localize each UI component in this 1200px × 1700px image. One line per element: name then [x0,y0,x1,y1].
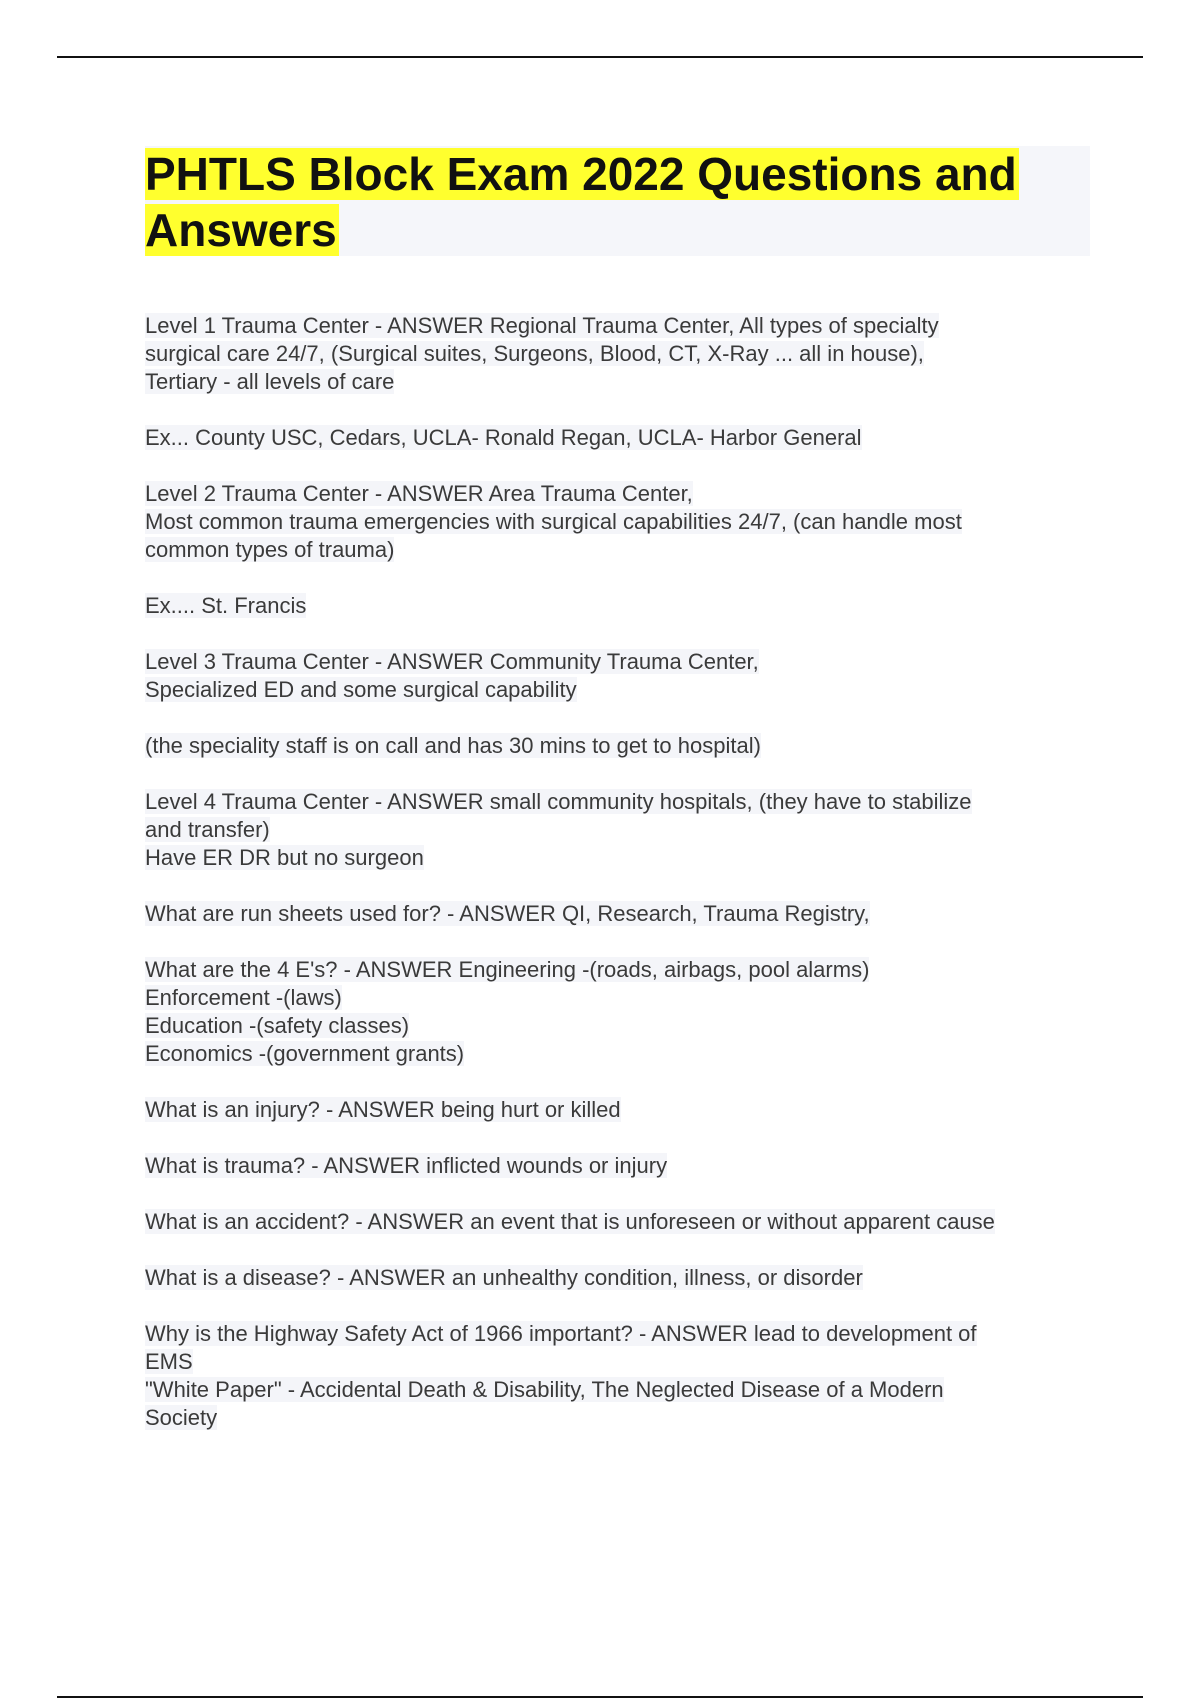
entry-line-text: Level 2 Trauma Center - ANSWER Area Trauma Center, [145,481,693,506]
entry-line-text: surgical care 24/7, (Surgical suites, Surgeons, Blood, CT, X-Ray ... all in house), [145,341,924,366]
entry-line [145,844,1105,872]
entry-line [145,648,1105,676]
entry-line-text: "White Paper" - Accidental Death & Disability, The Neglected Disease of a Modern [145,1377,944,1402]
entry-line-text: common types of trauma) [145,537,395,562]
entry-line [145,1320,1105,1348]
entry-line [145,956,1105,984]
entry-line [145,1040,1105,1068]
entry-line [145,732,1105,760]
entry-line-text: What are the 4 E's? - ANSWER Engineering -(roads, airbags, pool alarms) [145,957,870,982]
entry-line [145,816,1105,844]
entry-line-text: What is a disease? - ANSWER an unhealthy condition, illness, or disorder [145,1265,863,1290]
entry-line-text: Education -(safety classes) [145,1013,410,1038]
entry-line [145,1152,1105,1180]
title-block [145,146,1090,256]
entry-line [145,592,1105,620]
entry-line-text: Why is the Highway Safety Act of 1966 important? - ANSWER lead to development of [145,1321,977,1346]
top-rule [57,56,1143,58]
entry-line [145,424,1105,452]
entry-line [145,1376,1105,1404]
qa-entry [145,1152,1105,1180]
entry-line-text: Level 1 Trauma Center - ANSWER Regional Trauma Center, All types of specialty [145,313,939,338]
bottom-rule [57,1696,1143,1698]
entry-line [145,900,1105,928]
title-line-2: Answers [145,204,337,256]
entry-line-text: Economics -(government grants) [145,1041,465,1066]
entry-line-text: Tertiary - all levels of care [145,369,395,394]
entry-line [145,1348,1105,1376]
qa-entry [145,900,1105,928]
qa-entry [145,1208,1105,1236]
entry-line-text: and transfer) [145,817,270,842]
qa-entry [145,648,1105,704]
qa-entry [145,312,1105,396]
qa-entry [145,1264,1105,1292]
entry-line-text: What is an accident? - ANSWER an event that is unforeseen or without apparent cause [145,1209,995,1234]
entry-line-text: EMS [145,1349,193,1374]
entry-line [145,1264,1105,1292]
entry-line-text: Most common trauma emergencies with surgical capabilities 24/7, (can handle most [145,509,962,534]
entry-line-text: Enforcement -(laws) [145,985,342,1010]
document-body [145,312,1105,1460]
qa-entry [145,1096,1105,1124]
entry-line [145,1208,1105,1236]
entry-line-text: Ex.... St. Francis [145,593,307,618]
entry-line [145,312,1105,340]
entry-line-text: Ex... County USC, Cedars, UCLA- Ronald Regan, UCLA- Harbor General [145,425,862,450]
qa-entry [145,956,1105,1068]
entry-line-text: Society [145,1405,218,1430]
entry-line-text: What are run sheets used for? - ANSWER QI, Research, Trauma Registry, [145,901,870,926]
qa-entry [145,592,1105,620]
entry-line [145,1012,1105,1040]
entry-line [145,368,1105,396]
entry-line-text: Level 4 Trauma Center - ANSWER small community hospitals, (they have to stabilize [145,789,972,814]
document-title [145,146,1090,258]
entry-line [145,1096,1105,1124]
entry-line [145,536,1105,564]
qa-entry [145,788,1105,872]
entry-line [145,340,1105,368]
entry-line-text: Have ER DR but no surgeon [145,845,424,870]
entry-line [145,480,1105,508]
entry-line [145,1404,1105,1432]
entry-line [145,676,1105,704]
qa-entry [145,480,1105,564]
qa-entry [145,424,1105,452]
entry-line-text: Specialized ED and some surgical capability [145,677,577,702]
entry-line-text: (the speciality staff is on call and has 30 mins to get to hospital) [145,733,761,758]
entry-line [145,788,1105,816]
qa-entry [145,732,1105,760]
entry-line-text: Level 3 Trauma Center - ANSWER Community Trauma Center, [145,649,759,674]
entry-line-text: What is trauma? - ANSWER inflicted wounds or injury [145,1153,668,1178]
entry-line [145,984,1105,1012]
qa-entry [145,1320,1105,1432]
entry-line [145,508,1105,536]
title-line-1: PHTLS Block Exam 2022 Questions and [145,148,1017,200]
entry-line-text: What is an injury? - ANSWER being hurt or killed [145,1097,621,1122]
